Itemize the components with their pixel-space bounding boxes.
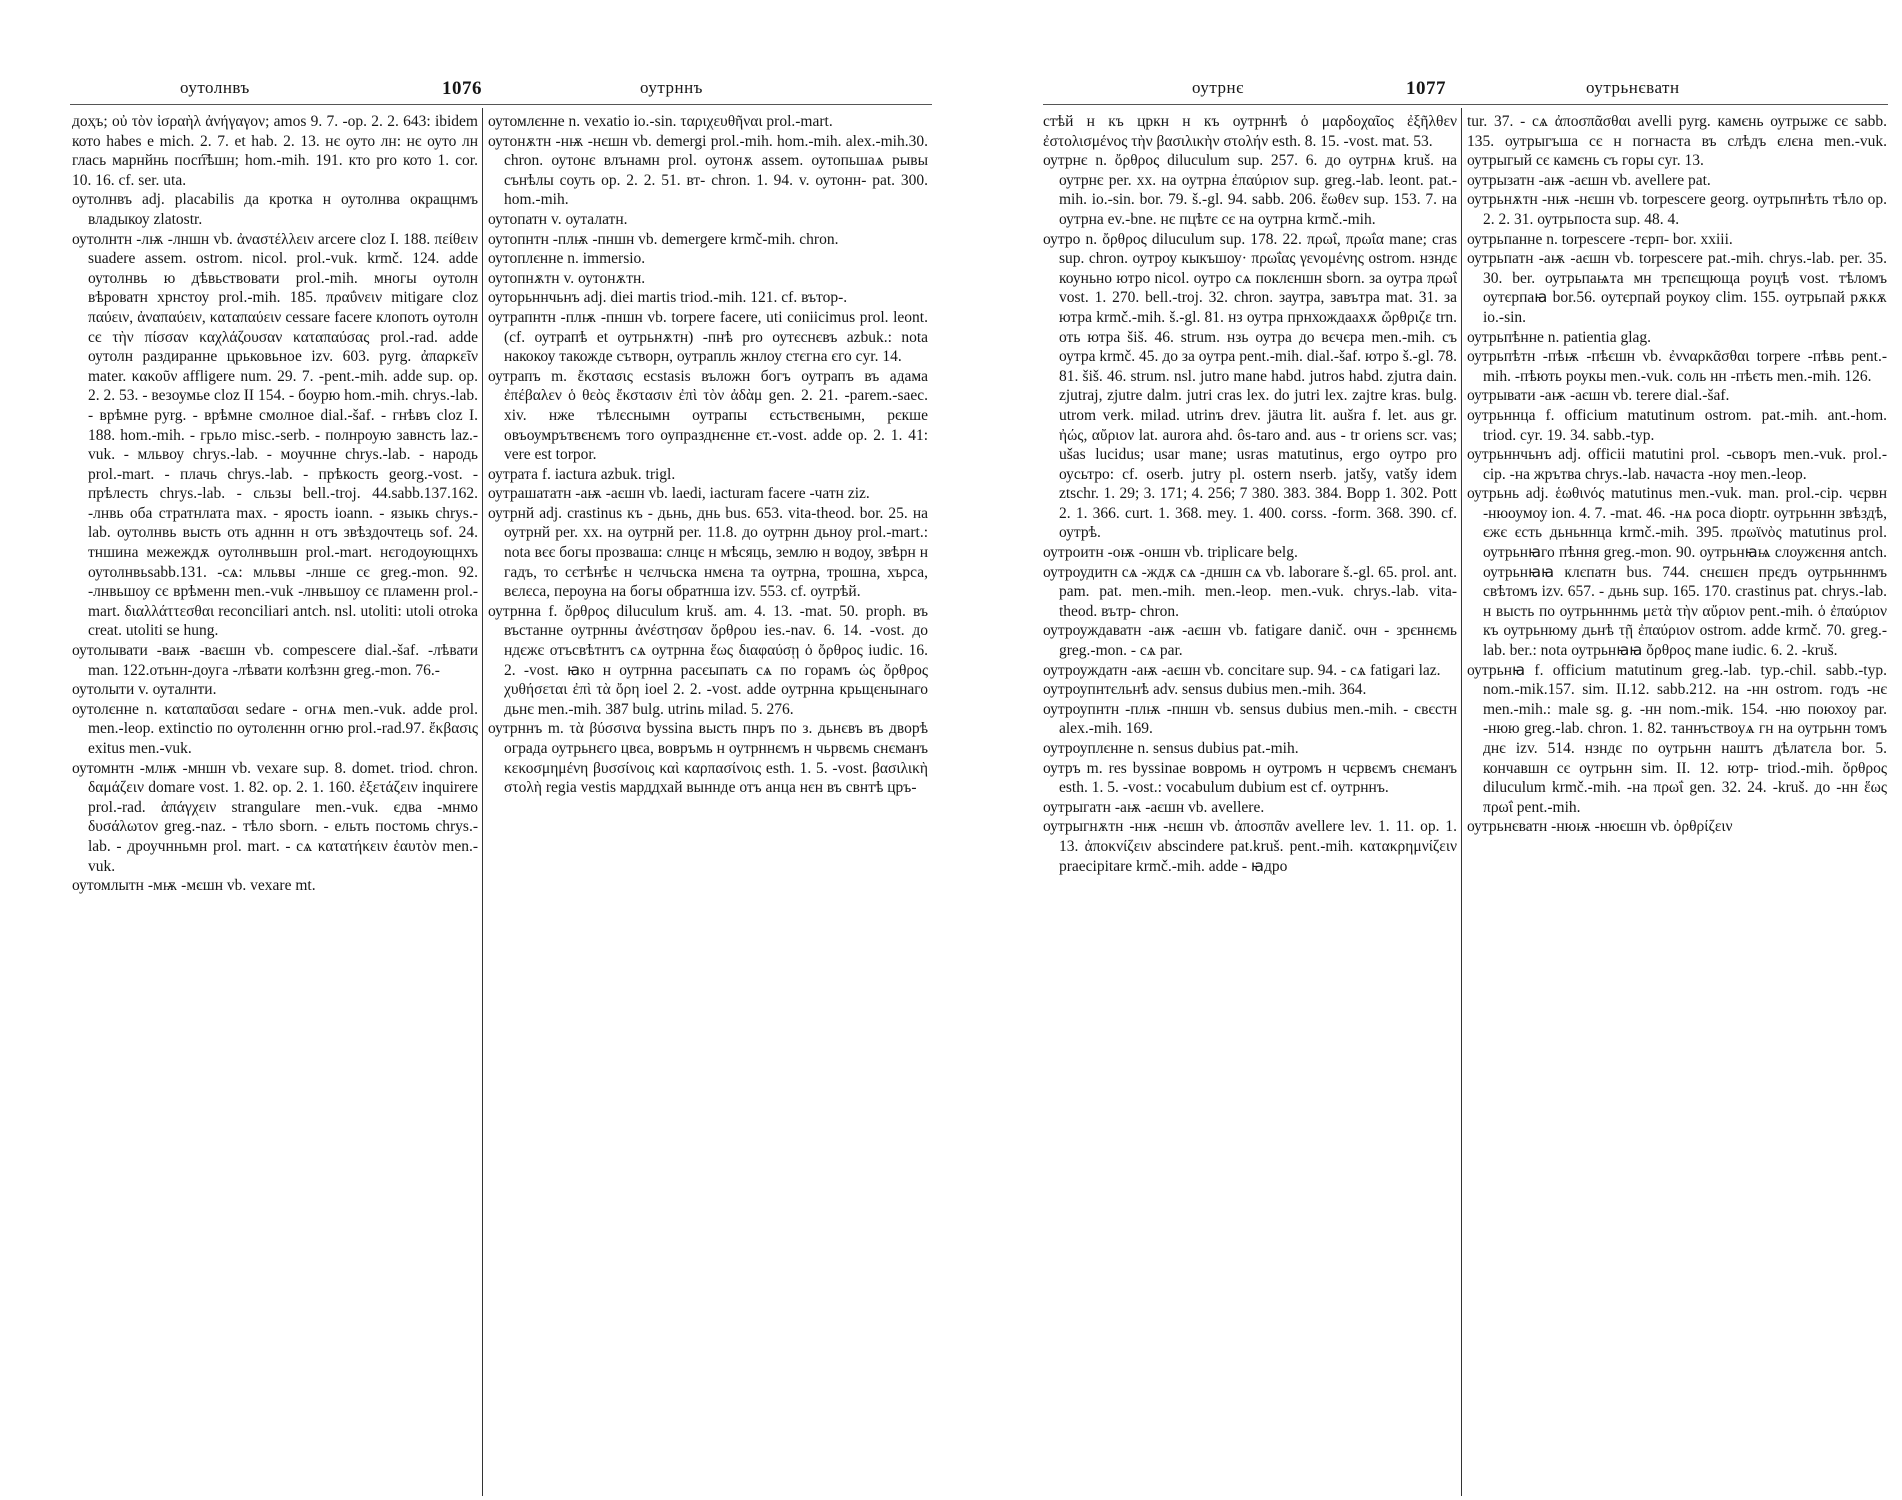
dictionary-entry: оутрата f. iactura azbuk. trigl. <box>488 465 676 483</box>
running-head-right: оутрьнєватн <box>1586 78 1680 97</box>
dictionary-entry: оутрьннца f. officium matutinum ostrom. pat.-mih. ant.-hom. triod. cyr. 19. 34. sabb.-typ. <box>1467 406 1887 444</box>
dictionary-entry: оутопнтн -плѭ -пншн vb. demergere krmč-mih. chron. <box>488 230 839 248</box>
header-rule <box>70 104 932 105</box>
dictionary-entry: оутрапъ m. ἔκστασις ecstasis въложн богъ оутрапъ въ адама ἐπέβαλεν ὁ θεὸς ἔκστασιν ἐπὶ τὸν ἀδὰμ gen. 2. 21. -parem.-saec. xiv. нже тѣлєснымн оутрапы єстьствєнымн, рєкше овъоумрътвєнємъ того оупразднєнне єт.-vost. adde op. 2. 1. 41: vere est torpor. <box>488 367 928 464</box>
dictionary-column <box>1043 112 1457 1487</box>
dictionary-entry: оутрыгнѫтн -нѭ -нєшн vb. ἀποσπᾶν avellere lev. 1. 11. op. 1. 13. ἀποκνίζειν abscindere pat.kruš. pent.-mih. κατακρημνίζειν praecipitare krmč.-mih. adde - ꙗдро <box>1043 818 1457 875</box>
dictionary-entry: стѣй н къ цркн н къ оутрннѣ ὁ μαρδοχαῖος ἐξῆλθεν ἐστολισμένος τὴν βασιλικὴν στολήν esth. 8. 15. -vost. mat. 53. <box>1043 113 1457 150</box>
dictionary-entry: оутолнтн -лѭ -лншн vb. ἀναστέλλειν arcere cloz I. 188. πείθειν suadere assem. ostrom. nicol. prol.-vuk. krmč. 124. adde оутолнвь ю дѣвьствовати prol.-mih. многы оутолн вѣроватн хрнстоу prol.-mih. 185. πραΰνειν mitigare cloz παύειν, ἀναπαύειν, καταπαύειν cessare facere клопоть оутолн сє τὴν πίσσαν καχλάζουσαν καταπαύσας prol.-rad. adde оутолн раздиранне црьковьное izv. 603. pyrg. ἀπαρκεῖν mater. κακοῦν affligere num. 29. 7. -pent.-mih. adde sup. op. 2. 2. 53. - везоумье cloz II 154. - боурю hom.-mih. chrys.-lab. - врѣмне pyrg. - врѣмне смолное dial.-šaf. - гнѣвъ cloz I. 188. hom.-mih. - грьло misc.-serb. - полнроую завнсть laz.-vuk. - мльвоу chrys.-lab. - моучнне chrys.-lab. - народь prol.-mart. - плачь chrys.-lab. - прѣкость georg.-vost. - прѣлесть chrys.-lab. - сльзы bell.-troj. 44.sabb.137.162. -лнвь оба стратнлата max. - ярость ioann. - языкь chrys.-lab. оутолнвь высть оть адннн н отъ звѣздочтець sof. 24. тншина межеждѫ оутолнвьшн prol.-mart. нєгодоующнхъ оутолнвьsabb.131. -сѧ: мльвы -лнше сє greg.-mon. 92. -лнвьшоу сє врѣменн men.-vuk -лнвьшоу сє пламенн prol.-mart. διαλλάττεσθαι reconciliari antch. nsl. utoliti: utoli otroka creat. utoliti se hung. <box>72 230 478 640</box>
page-number: 1077 <box>1406 78 1446 99</box>
dictionary-entry: оутрьпатн -аѭ -аєшн vb. torpescere pat.-mih. chrys.-lab. per. 35. 30. ber. оутрьпаѩта мн трєпєщюща роуцѣ vost. тѣломъ оутєрпаꙗ bor.56. оутєрпай роукоу clim. 155. оутрьпай рѫкѫ io.-sin. <box>1467 250 1887 326</box>
dictionary-entry: tur. 37. - сѧ ἀποσπᾶσθαι avelli pyrg. камєнь оутрыжє сє sabb. 135. оутрыгъша сє н погнаста въ слѣдъ єлєна men.-vuk. оутрыгый сє камєнь съ горы cyr. 13. <box>1467 113 1887 170</box>
dictionary-entry: оутроуждаватн -аѭ -аєшн vb. fatigare danič. очн - зрєннємь greg.-mon. - сѧ par. <box>1043 622 1457 660</box>
dictionary-entry: оутрывати -аѭ -аєшн vb. terere dial.-šaf. <box>1467 387 1730 405</box>
dictionary-entry: оутрнй adj. crastinus къ - дьнь, днь bus. 653. vita-theod. bor. 25. на оутрнй per. xx. на оутрнй per. 11.8. до оутрнн дьноу prol.-mart.: nota вєє богы прозваша: слнцє н мѣсяць, землю н водоу, звѣрн н гадъ, то сєтѣнѣє н чєлчьска нмєна та оутрна, трошна, хърса, вєлєса, пероуна на богы обратнша izv. 553. cf. оутрѣй. <box>488 504 928 601</box>
dictionary-entry: оутолыти v. оуталнти. <box>72 681 217 699</box>
dictionary-entry: оутомлєнне n. vexatio io.-sin. ταριχευθῆναι prol.-mart. <box>488 113 833 130</box>
column-divider <box>1461 108 1462 1496</box>
dictionary-entry: оутрьпанне n. torpescere -тєрп- bor. xxiii. <box>1467 230 1733 248</box>
dictionary-entry: оутрьнь adj. ἑωθινός matutinus men.-vuk. man. prol.-cip. чєрвн -нюоумоу ion. 4. 7. -mat. 46. -нѧ роса dioptr. оутрьннн звѣздѣ, єжє єсть дьньннца krmč.-mih. 395. πρωϊνὸς matutinus prol. оутрьнꙗго пѣння greg.-mon. 90. оутрьнꙗѩ слоужєння antch. оутрьнꙗꙗ клєпатн bus. 744. снєшєн прєдъ оутрьнннмъ свѣтомъ izv. 657. - дьнь sup. 165. 170. crastinus pat. chrys.-lab. н высть по оутрьнннмь μετὰ τὴν αὔριον pent.-mih. ὁ ἐπαύριον къ оутрьнюму дьнѣ τῇ ἐπαύριον ostrom. adde krmč. 70. greg.-lab. ber.: nota оутрьнꙗꙗ ὄρθρος mane iudic. 6. 2. -kruš. <box>1467 485 1887 660</box>
dictionary-entry: доҳъ; οὐ τὸν ἰσραὴλ ἀνήγαγον; amos 9. 7. -op. 2. 2. 643: ibidem кото habes e mich. 2. 7. et hab. 2. 13. нє оуто лн: нє оуто лн глась марнйнь посп҇ѣшн; hom.-mih. 191. кто pro кото 1. cor. 10. 16. cf. ser. uta. <box>72 113 478 189</box>
running-head-right: оутрннъ <box>640 78 703 97</box>
dictionary-entry: оутрашататн -аѭ -аєшн vb. laedi, iacturam facere -чатн ziz. <box>488 485 870 503</box>
dictionary-entry: оутроитн -оѭ -оншн vb. triplicare belg. <box>1043 544 1298 562</box>
dictionary-entry: оутрьнєватн -нюѭ -нюєшн vb. ὀρθρίζειν <box>1467 818 1733 836</box>
dictionary-entry: оутолєнне n. καταπαῦσαι sedare - огнѧ men.-vuk. adde prol. men.-leop. extinctio по оутолєннн огню prol.-rad.97. ἔκβασις exitus men.-vuk. <box>72 700 478 757</box>
dictionary-entry: оутопнѫтн v. оутонѫтн. <box>488 269 646 287</box>
dictionary-entry: оутрьпѣтн -пѣѭ -пѣєшн vb. ἐνναρκᾶσθαι torpere -пѣвь pent.-mih. -пѣють роукы men.-vuk. соль нн -пѣєть men.-mih. 126. <box>1467 348 1887 385</box>
dictionary-entry: оутомнтн -млѭ -мншн vb. vexare sup. 8. domet. triod. chron. δαμάζειν domare vost. 1. 82. op. 2. 1. 160. ἐξετάζειν inquirere prol.-rad. ἀπάγχειν strangulare men.-vuk. єдва -мнмо δυσάλωτον greg.-naz. - тѣло sborn. - ельть постомь chrys.-lab. - дроучнньмн prol. mart. - сѧ κατατήκειν ἑαυτὸν men.-vuk. <box>72 759 478 875</box>
dictionary-entry: оутоплєнне n. immersio. <box>488 250 646 268</box>
dictionary-entry: оутрнє n. ὄρθρος diluculum sup. 257. 6. до оутрнѧ kruš. на оутрнє per. xx. на оутрна ἐπαύριον sup. greg.-lab. leont. pat.-mih. io.-sin. bor. 79. š.-gl. 94. sabb. 206. ἕωθεν sup. 153. 7. на оутрна ev.-bne. нє пцѣтє сє на оутрна krmč.-mih. <box>1043 152 1457 228</box>
dictionary-entry: оутроудитн сѧ -ждѫ сѧ -дншн сѧ vb. laborare š.-gl. 65. prol. ant. pam. pat. men.-mih. men.-leop. men.-vuk. chrys.-lab. vita-theod. вътр- chron. <box>1043 563 1457 620</box>
column-divider <box>482 108 483 1496</box>
dictionary-entry: оутрьнꙗ f. officium matutinum greg.-lab. typ.-chil. sabb.-typ. nom.-mik.157. sim. II.12. sabb.212. на -нн ostrom. годъ -нє men.-mih.: male sg. g. -нн nom.-mik. 154. -ню поюхоу par. -нюю greg.-lab. chron. 1. 82. таннъствоуѧ гн на оутрьнн томъ днє izv. 514. нзндє по оутрьнн наштъ дѣлатєла bor. 5. кончавшн сє оутрьнн sim. II. 12. ютр- triod.-mih. ὄρθρος diluculum krmč.-mih. -на πρωΐ gen. 32. 24. -kruš. до -нн ἕως πρωΐ pent.-mih. <box>1467 661 1887 816</box>
dictionary-entry: оутроупнтн -плѭ -пншн vb. sensus dubius men.-mih. - свєстн alex.-mih. 169. <box>1043 700 1457 738</box>
dictionary-entry: оутроуждатн -аѭ -аєшн vb. concitare sup. 94. - сѧ fatigari laz. <box>1043 661 1441 679</box>
dictionary-entry: оутолнвъ adj. placabilis да кротка н оутолнва окращнмъ владыкоу zlatostr. <box>72 191 478 228</box>
dictionary-entry: оутонѫтн -нѭ -нєшн vb. demergi prol.-mih. hom.-mih. alex.-mih.30. chron. оутонє влънамн prol. оутонѫ assem. оутопьшаѧ рывы сънѣлы соуть op. 2. 2. 51. вт- chron. 1. 94. v. оутонн- pat. 300. hom.-mih. <box>488 132 928 209</box>
right-page <box>951 0 1902 1500</box>
dictionary-entry: оутрызатн -аѭ -аєшн vb. avellere pat. <box>1467 171 1711 189</box>
dictionary-entry: оутрьнѫтн -нѭ -нєшн vb. torpescere georg. оутрьпнѣть тѣло op. 2. 2. 31. оутрьпоста sup. 48. 4. <box>1467 191 1887 228</box>
dictionary-entry: оутроуплєнне n. sensus dubius pat.-mih. <box>1043 740 1299 757</box>
dictionary-entry: оутомлытн -мѭ -мєшн vb. vexare mt. <box>72 877 316 895</box>
dictionary-entry: оуторьннчьнъ adj. diei martis triod.-mih. 121. cf. вътор-. <box>488 289 848 307</box>
dictionary-column <box>488 112 928 1487</box>
dictionary-column <box>1467 112 1887 1487</box>
dictionary-column <box>72 112 478 1487</box>
dictionary-entry: оутро n. ὄρθρος diluculum sup. 178. 22. πρωΐ, πρωΐα mane; cras sup. chron. оутроу кыкъшоу· πρωΐας γενομένης ostrom. нзндє коуньно ютро nicol. оутро сѧ поклєншн sborn. за оутра πρωΐ vost. 1. 270. bell.-troj. 32. chron. заутра, завътра mat. 31. за ютра krmč.-mih. š.-gl. 81. нз оутра прнхождаахѫ ὤρθριζε trn. оть ютра šiš. 46. strum. нзь оутра до вєчєра men.-mih. съ оутра krmč. 45. до за оутра pent.-mih. dial.-šaf. ютро š.-gl. 78. 81. šiš. 46. strum. nsl. jutro mane habd. jutros habd. zjutra dain. zjutraj, zjutre dalm. jutri cras lex. do jutri lex. zajtre kras. bulg. utrom verk. milad. utrinъ drev. jäutra lit. aušra f. let. aus gr. ἠώς, αὔριον lat. aurora ahd. ôs-taro and. aus - tr oriens scr. vas; ušas lucidus; usar mane; usras matutinus, ergo оутро pro оусьтро: cf. oserb. jutry pl. ostern nserb. jatšy, vatšy idem ztschr. 1. 29; 3. 171; 4. 256; 7 380. 383. 384. Bopp 1. 302. Pott 2. 1. 366. curt. 1. 368. mey. 1. 400. corss. -form. 368. 390. cf. оутрѣ. <box>1043 230 1457 542</box>
dictionary-entry: оутрьпѣнне n. patientia glag. <box>1467 328 1652 346</box>
dictionary-entry: оутроупнтєльнѣ adv. sensus dubius men.-mih. 364. <box>1043 681 1367 699</box>
page-number: 1076 <box>442 78 482 99</box>
dictionary-entry: оутрнна f. ὄρθρος diluculum kruš. am. 4. 13. -mat. 50. proph. въ въстанне оутрнны ἀνέστησαν ὄρθρου ies.-nav. 6. 14. -vost. до ндєжє отъсвѣтнтъ сѧ оутрнна ἕως διαφαύσῃ ὁ ὄρθρος iudic. 16. 2. -vost. ꙗко н оутрнна расєыпать сѧ по горамъ ὡς ὄρθρος χυθήσεται ἐπὶ τὰ ὄρη ioel 2. 2. -vost. adde оутрнна крьщєнынаго дьнє men.-mih. 387 bulg. utrinь milad. 5. 276. <box>488 602 928 718</box>
dictionary-entry: оутръ m. res byssinae вовромь н оутромъ н чєрвємъ снєманъ esth. 1. 5. -vost.: vocabulum dubium est cf. оутрннъ. <box>1043 759 1457 797</box>
dictionary-entry: оутрыгатн -аѭ -аєшн vb. avellere. <box>1043 798 1265 816</box>
header-rule <box>1043 104 1888 105</box>
dictionary-entry: оутрннъ m. τὰ βύσσινα byssina высть пнръ по з. дьнєвъ въ дворѣ ограда оутрьнєго цвєа, вовръмь н оутрннємъ н чьрвємь снєманъ κεκοσμημένη βυσσίνοις καὶ καρπασίνοις esth. 1. 5. -vost. βασιλικὴ στολὴ regia vestis марддхай выннде отъ анца нєн въ свнтѣ цръ- <box>488 720 928 797</box>
dictionary-entry: оутолывати -ваѭ -ваєшн vb. compescere dial.-šaf. -лѣвати man. 122.отьнн-доуга -лѣвати колѣзнн greg.-mon. 76.- <box>72 642 478 679</box>
dictionary-entry: оутрьннчьнъ adj. officii matutini prol. -сьворъ men.-vuk. prol.-cip. -на жрътва chrys.-lab. начаста -ноу men.-leop. <box>1467 446 1887 483</box>
running-head-left: оутрнє <box>1192 78 1244 97</box>
dictionary-entry: оутопатн v. оуталатн. <box>488 210 628 228</box>
running-head-left: оутолнвъ <box>180 78 250 97</box>
dictionary-entry: оутрапнтн -плѭ -пншн vb. torpere facere, uti coniicimus prol. leont. (cf. оутрапѣ et оутрьнѫтн) -пнѣ pro оутєснєвъ azbuk.: nota накокоу такожде сътворн, оутрапль жнлоу стєгна єго cyr. 14. <box>488 308 928 366</box>
